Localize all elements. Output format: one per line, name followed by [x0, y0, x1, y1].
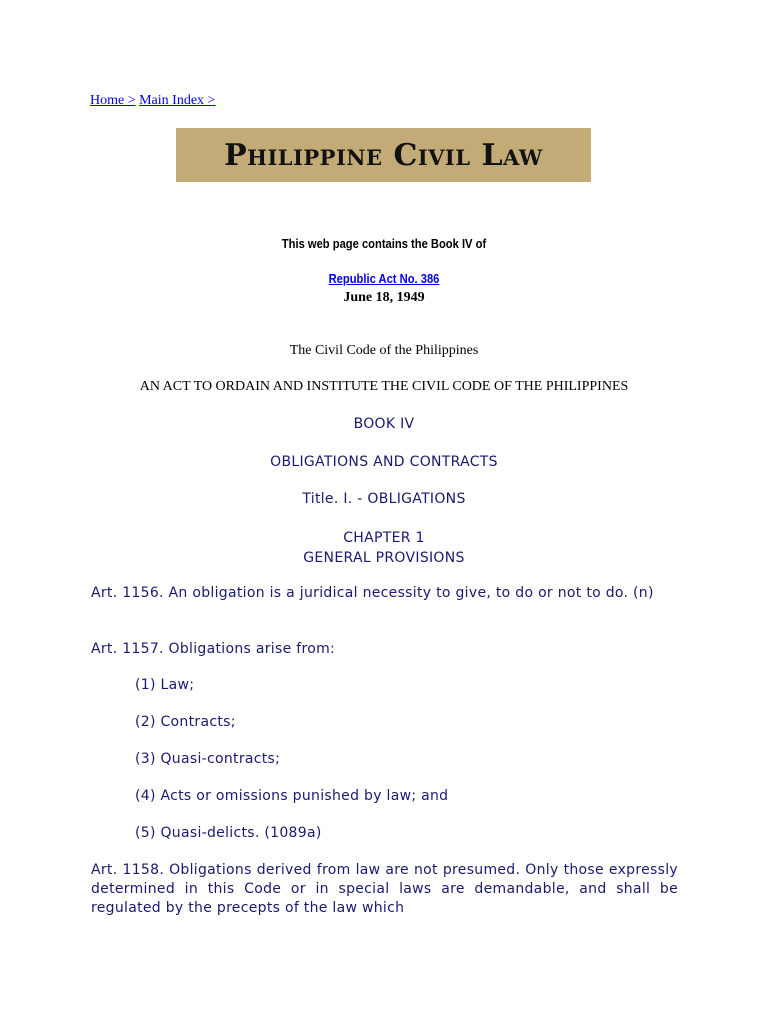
title-heading: Title. I. - OBLIGATIONS — [302, 491, 466, 507]
article-1157: Art. 1157. Obligations arise from: — [91, 641, 336, 657]
act-link-container — [54, 271, 714, 286]
site-banner — [176, 128, 591, 182]
act-date: June 18, 1949 — [343, 290, 425, 305]
list-item: (5) Quasi-delicts. (1089a) — [135, 825, 322, 841]
list-item: (1) Law; — [135, 677, 195, 693]
list-item: (4) Acts or omissions punished by law; and — [135, 788, 449, 804]
book-heading: BOOK IV — [353, 416, 415, 432]
code-subtitle: The Civil Code of the Philippines — [289, 343, 479, 358]
act-name: AN ACT TO ORDAIN AND INSTITUTE THE CIVIL CODE OF THE PHILIPPINES — [139, 379, 629, 394]
chapter-title: GENERAL PROVISIONS — [303, 550, 465, 566]
breadcrumb-main-index-link[interactable]: Main Index > — [139, 93, 216, 108]
article-1158: Art. 1158. Obligations derived from law are not presumed. Only those expressly determined in this Code or in special laws are demandable, and shall be regulated by the precepts of the law which — [91, 862, 678, 916]
breadcrumb-home-link[interactable]: Home > — [90, 93, 136, 108]
banner-title: Philippine Civil Law — [224, 137, 543, 173]
list-item: (3) Quasi-contracts; — [135, 751, 281, 767]
chapter-heading — [0, 528, 768, 568]
list-item: (2) Contracts; — [135, 714, 236, 730]
book-title: OBLIGATIONS AND CONTRACTS — [270, 454, 498, 470]
article-1156: Art. 1156. An obligation is a juridical necessity to give, to do or not to do. (n) — [91, 585, 654, 601]
breadcrumb — [90, 93, 215, 109]
chapter-number: CHAPTER 1 — [343, 530, 425, 546]
republic-act-link[interactable]: Republic Act No. 386 — [328, 271, 440, 286]
intro-text: This web page contains the Book IV of — [281, 236, 487, 251]
